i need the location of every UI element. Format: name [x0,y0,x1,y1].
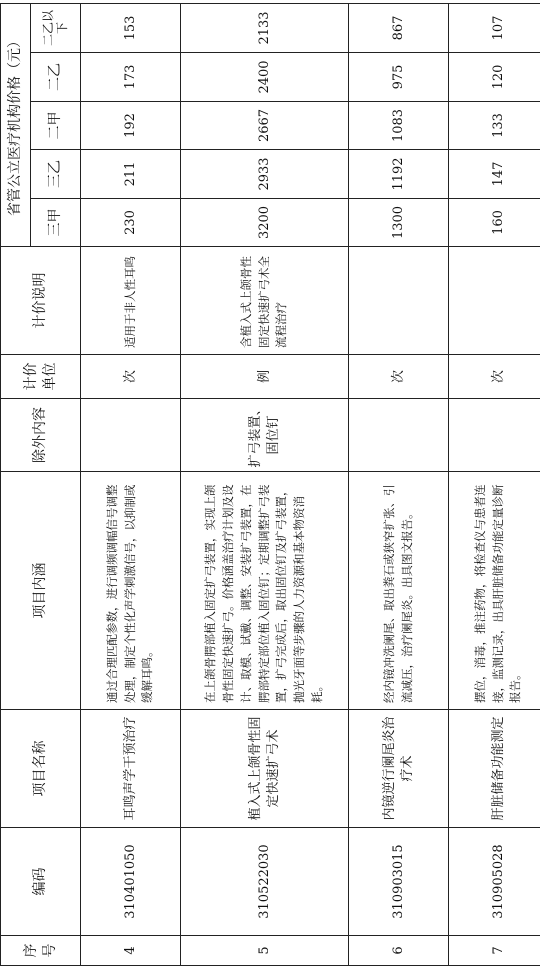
cell-exclusions [349,399,449,472]
header-name: 项目名称 [1,710,81,828]
cell-seq: 6 [349,936,449,966]
cell-unit: 次 [449,355,540,399]
cell-seq: 4 [81,936,181,966]
cell-price: 3200 [181,199,349,247]
cell-price: 133 [449,102,540,150]
header-seq: 序号 [1,936,81,966]
cell-price: 120 [449,53,540,102]
cell-exclusions [449,399,540,472]
header-price-group: 省管公立医疗机构价格（元） [1,3,31,246]
table-row [81,3,181,965]
cell-name: 植入式上颌骨性固定快速扩弓术 [181,710,349,828]
header-level: 二乙以下 [31,3,81,52]
cell-exclusions: 扩弓装置、固位钉 [181,399,349,472]
cell-price: 1192 [349,150,449,199]
header-level: 三乙 [31,150,81,199]
cell-unit: 次 [349,355,449,399]
header-level: 三甲 [31,199,81,247]
cell-unit: 次 [81,355,181,399]
cell-unit: 例 [181,355,349,399]
cell-code: 310401050 [81,828,181,936]
cell-price: 867 [349,3,449,52]
cell-price: 2133 [181,3,349,52]
cell-content: 经内镜冲洗阑尾、取出粪石或狭窄扩张、引流减压，治疗阑尾炎。出具图文报告。 [349,472,449,710]
cell-price: 1083 [349,102,449,150]
cell-seq: 5 [181,936,349,966]
cell-price: 1300 [349,199,449,247]
header-exclusions: 除外内容 [1,399,81,472]
cell-price: 975 [349,53,449,102]
table-row [349,3,449,965]
cell-name: 耳鸣声学干预治疗 [81,710,181,828]
header-level: 二乙 [31,53,81,102]
cell-exclusions [81,399,181,472]
cell-price: 160 [449,199,540,247]
cell-price: 2400 [181,53,349,102]
cell-content: 摆位，消毒，推注药物，将检查仪与患者连接，监测记录，出具肝脏储备功能定量诊断报告。 [449,472,540,710]
header-level: 二甲 [31,102,81,150]
cell-price: 107 [449,3,540,52]
cell-price: 230 [81,199,181,247]
header-unit: 计价单位 [1,355,81,399]
header-row-1 [1,3,31,965]
cell-price: 2933 [181,150,349,199]
cell-notes [349,247,449,355]
cell-price: 147 [449,150,540,199]
price-table [0,3,540,966]
cell-notes: 含植入式上颌骨性固定快速扩弓术全流程治疗 [181,247,349,355]
header-content: 项目内涵 [1,472,81,710]
cell-code: 310522030 [181,828,349,936]
cell-notes [449,247,540,355]
cell-code: 310905028 [449,828,540,936]
cell-price: 2667 [181,102,349,150]
cell-seq: 7 [449,936,540,966]
cell-price: 173 [81,53,181,102]
cell-name: 内镜逆行阑尾炎治疗术 [349,710,449,828]
cell-content: 通过合理匹配参数，进行调频调幅信号调整处理，制定个性化声学刺激信号，以抑制或缓解耳鸣。 [81,472,181,710]
cell-price: 211 [81,150,181,199]
cell-content: 在上颌骨腭部植入固定扩弓装置，实现上颌骨性固定快速扩弓。价格涵盖治疗计划及设计、取模、试戴、调整、安装扩弓装置，在腭部特定部位植入固位钉；定期调整扩弓装置，扩弓完成后，取出固位钉及扩弓装置，抛光牙面等步骤的人力资源和基本物资消耗。 [181,472,349,710]
cell-price: 153 [81,3,181,52]
header-code: 编码 [1,828,81,936]
table-row [181,3,349,965]
cell-notes: 适用于非人性耳鸣 [81,247,181,355]
header-notes: 计价说明 [1,247,81,355]
cell-price: 192 [81,102,181,150]
cell-name: 肝脏储备功能测定 [449,710,540,828]
cell-code: 310903015 [349,828,449,936]
table-row [449,3,540,965]
